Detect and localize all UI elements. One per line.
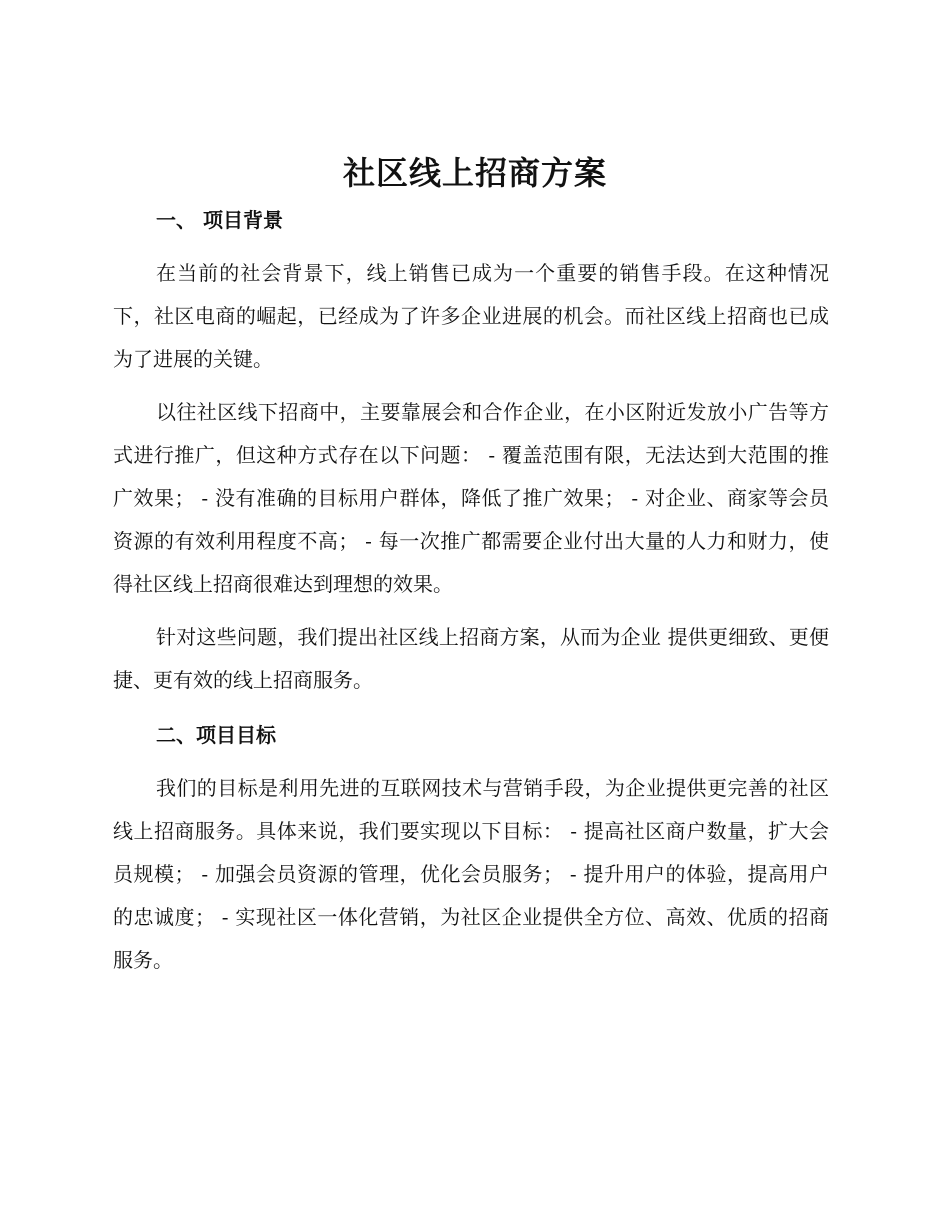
section-heading-goals: 二、项目目标 — [156, 723, 276, 747]
paragraph: 在当前的社会背景下，线上销售已成为一个重要的销售手段。在这种情况下，社区电商的崛起，已经成为了许多企业进展的机会。而社区线上招商也已成为了进展的关键。 — [113, 261, 829, 371]
document-title: 社区线上招商方案 — [342, 154, 607, 192]
paragraph: 针对这些问题，我们提出社区线上招商方案，从而为企业 提供更细致、更便捷、更有效的线上招商服务。 — [113, 625, 829, 692]
section-heading-background: 一、 项目背景 — [156, 208, 283, 232]
paragraph: 以往社区线下招商中，主要靠展会和合作企业，在小区附近发放小广告等方式进行推广，但这种方式存在以下问题： - 覆盖范围有限，无法达到大范围的推广效果； - 没有准确的目标用户群体，降低了推广效果； - 对企业、商家等会员资源的有效利用程度不高； - 每一次推广都需要企业付出大量的人力和财力，使得社区线上招商很难达到理想的效果。 — [113, 400, 829, 596]
paragraph: 我们的目标是利用先进的互联网技术与营销手段，为企业提供更完善的社区线上招商服务。具体来说，我们要实现以下目标： - 提高社区商户数量，扩大会员规模； - 加强会员资源的管理，优化会员服务； - 提升用户的体验，提高用户的忠诚度； - 实现社区一体化营销，为社区企业提供全方位、高效、优质的招商服务。 — [113, 776, 829, 972]
